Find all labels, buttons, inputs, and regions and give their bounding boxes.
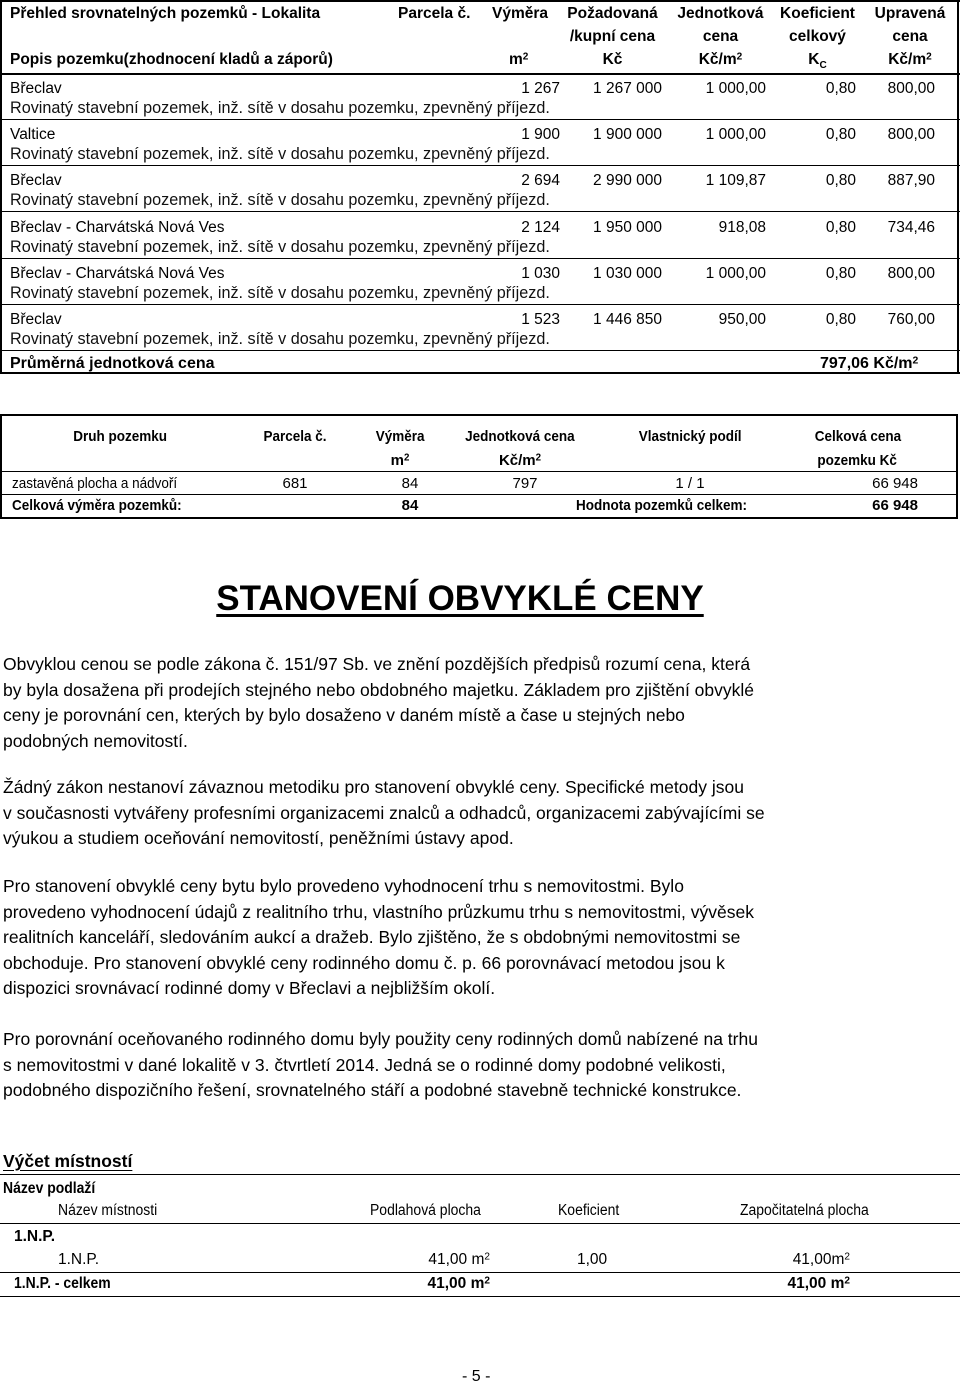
paragraph-line: obchoduje. Pro stanovení obvyklé ceny rodinného domu č. p. 66 porovnávací metodou jsou k <box>3 952 725 973</box>
comparison-title: Přehled srovnatelných pozemků - Lokalita <box>10 5 321 22</box>
header-coef-3: $K_C$ <box>808 51 827 72</box>
row-divider <box>0 119 960 120</box>
land-sum-value-label: Hodnota pozemků celkem: <box>576 497 748 514</box>
rooms-title: Výčet místností <box>3 1151 133 1171</box>
row-price: 2 990 000 <box>593 172 662 189</box>
paragraph-line: dispozici srovnávací rodinné domy v Břeclavi a nejbližším okolí. <box>3 978 496 998</box>
row-area: 1 523 <box>521 311 560 328</box>
row-coef: 0,80 <box>825 311 856 328</box>
row-price: 1 900 000 <box>593 126 662 143</box>
paragraph-line: provedeno vyhodnocení údajů z realitního trhu, vlastního průzkumu trhu s nemovitostmi, vývěsek <box>3 901 754 922</box>
rooms-total-label: 1.N.P. - celkem <box>14 1275 111 1292</box>
paragraph-line: s nemovitostmi v dané lokalitě v 3. čtvrtletí 2014. Jedná se o rodinné domy podobné velikosti, <box>3 1054 726 1075</box>
rooms-floor: 1.N.P. <box>14 1228 56 1245</box>
paragraph-line: Obvyklou cenou se podle zákona č. 151/97 Sb. ve znění pozdějších předpisů rozumí cena, která <box>3 654 751 674</box>
paragraph-line: by byla dosažena při prodejích stejného nebo obdobného majetku. Základem pro zjištění obvyklé <box>3 679 755 700</box>
row-price: 1 030 000 <box>593 265 662 282</box>
comparison-subtitle: Popis pozemku(zhodnocení kladů a záporů) <box>10 51 333 68</box>
row-price: 1 950 000 <box>593 219 662 236</box>
row-unit-price: 1 000,00 <box>705 265 766 282</box>
average-value: 797,06 $Kč/m^2$ <box>820 355 919 372</box>
land-header-total-2: pozemku Kč <box>817 452 898 469</box>
land-header-share: Vlastnický podíl <box>638 428 742 445</box>
header-parcel: Parcela č. <box>398 5 471 22</box>
header-area-unit: $m^2$ <box>509 51 529 68</box>
land-row-area: 84 <box>401 475 419 492</box>
page-number: - 5 - <box>462 1368 491 1385</box>
land-sum-value: 66 948 <box>872 497 918 514</box>
row-description: Rovinatý stavební pozemek, inž. sítě v dosahu pozemku, zpevněný příjezd. <box>10 284 550 302</box>
land-header-type: Druh pozemku <box>73 428 167 445</box>
land-header-total: Celková cena <box>814 428 901 445</box>
row-location: Břeclav <box>10 311 62 328</box>
row-divider <box>0 304 960 305</box>
row-coef: 0,80 <box>825 80 856 97</box>
row-unit-price: 1 000,00 <box>705 80 766 97</box>
section-title: STANOVENÍ OBVYKLÉ CENY <box>216 579 704 618</box>
land-header-area: Výměra <box>375 428 425 445</box>
row-adjusted: 887,90 <box>887 172 935 189</box>
row-unit-price: 918,08 <box>718 219 766 236</box>
row-description: Rovinatý stavební pozemek, inž. sítě v dosahu pozemku, zpevněný příjezd. <box>10 191 550 209</box>
header-price-3: Kč <box>602 51 623 68</box>
room-name: 1.N.P. <box>58 1251 100 1268</box>
row-unit-price: 1 000,00 <box>705 126 766 143</box>
row-location: Valtice <box>10 126 56 143</box>
row-coef: 0,80 <box>825 172 856 189</box>
row-adjusted: 800,00 <box>887 80 935 97</box>
row-location: Břeclav - Charvátská Nová Ves <box>10 265 225 282</box>
paragraph-line: ceny je porovnání cen, kterých by bylo dosaženo v daném místě a čase u stejných nebo <box>3 705 685 725</box>
row-unit-price: 950,00 <box>718 311 766 328</box>
row-description: Rovinatý stavební pozemek, inž. sítě v dosahu pozemku, zpevněný příjezd. <box>10 99 550 117</box>
rooms-header-room: Název místnosti <box>58 1202 158 1219</box>
rooms-header-coef: Koeficient <box>558 1202 620 1219</box>
header-adj-2: cena <box>892 28 928 45</box>
header-price-2: /kupní cena <box>569 28 656 45</box>
rooms-header-area: Podlahová plocha <box>370 1202 481 1219</box>
paragraph-line: podobného dispozičního řešení, srovnatelného stáří a podobné stavebně technické konstrukce. <box>3 1080 742 1100</box>
row-adjusted: 734,46 <box>887 219 935 236</box>
header-coef-2: celkový <box>789 28 846 45</box>
row-description: Rovinatý stavební pozemek, inž. sítě v dosahu pozemku, zpevněný příjezd. <box>10 238 550 256</box>
average-label: Průměrná jednotková cena <box>10 355 215 372</box>
row-area: 1 267 <box>521 80 560 97</box>
header-unit-1: Jednotková <box>677 5 764 22</box>
row-coef: 0,80 <box>825 219 856 236</box>
paragraph-line: výukou a studiem oceňování nemovitostí, peněžními ústavy apod. <box>3 828 514 848</box>
paragraph-line: Pro porovnání oceňovaného rodinného domu byly použity ceny rodinných domů nabízené na trhu <box>3 1029 758 1049</box>
row-adjusted: 800,00 <box>887 126 935 143</box>
row-area: 2 124 <box>521 219 560 236</box>
paragraph-line: Pro stanovení obvyklé ceny bytu bylo provedeno vyhodnocení trhu s nemovitostmi. Bylo <box>3 876 684 896</box>
row-area: 1 900 <box>521 126 560 143</box>
row-location: Břeclav - Charvátská Nová Ves <box>10 219 225 236</box>
row-adjusted: 760,00 <box>887 311 935 328</box>
row-price: 1 267 000 <box>593 80 662 97</box>
row-description: Rovinatý stavební pozemek, inž. sítě v dosahu pozemku, zpevněný příjezd. <box>10 330 550 348</box>
land-header-unit: Jednotková cena <box>465 428 575 445</box>
header-unit-3: $Kč/m^2$ <box>698 51 743 68</box>
row-unit-price: 1 109,87 <box>705 172 766 189</box>
room-coef: 1,00 <box>577 1251 608 1268</box>
row-location: Břeclav <box>10 80 62 97</box>
row-area: 2 694 <box>521 172 560 189</box>
land-sum-label: Celková výměra pozemků: <box>12 497 182 514</box>
row-adjusted: 800,00 <box>887 265 935 282</box>
land-row-share: 1 / 1 <box>675 475 705 492</box>
header-unit-2: cena <box>702 28 739 45</box>
land-row-total: 66 948 <box>872 475 918 492</box>
header-adj-3: $Kč/m^2$ <box>888 51 932 68</box>
land-header-area-unit: $m^2$ <box>390 452 410 469</box>
row-divider <box>0 211 960 212</box>
land-row-type: zastavěná plocha a nádvoří <box>12 475 178 492</box>
header-adj-1: Upravená <box>874 5 946 22</box>
rooms-header-floor: Název podlaží <box>3 1180 96 1197</box>
row-coef: 0,80 <box>825 126 856 143</box>
land-header-parcel: Parcela č. <box>263 428 327 445</box>
header-coef-1: Koeficient <box>780 5 855 22</box>
room-area: 41,00 $m^2$ <box>428 1251 490 1268</box>
row-area: 1 030 <box>521 265 560 282</box>
land-header-unit-unit: $Kč/m^2$ <box>498 452 542 469</box>
land-row-unit-price: 797 <box>512 475 538 492</box>
row-price: 1 446 850 <box>593 311 662 328</box>
rooms-total-area: 41,00 $m^2$ <box>427 1275 490 1292</box>
land-sum-area: 84 <box>401 497 419 514</box>
header-price-1: Požadovaná <box>567 5 658 22</box>
paragraph-line: v současnosti vytvářeny profesními organizacemi znalců a odhadců, organizacemi zabývajícími se <box>3 802 765 823</box>
row-description: Rovinatý stavební pozemek, inž. sítě v dosahu pozemku, zpevněný příjezd. <box>10 145 550 163</box>
row-coef: 0,80 <box>825 265 856 282</box>
row-divider <box>0 258 960 259</box>
row-divider <box>0 165 960 166</box>
paragraph-line: Žádný zákon nestanoví závaznou metodiku pro stanovení obvyklé ceny. Specifické metody jsou <box>3 777 744 797</box>
rooms-header-counted: Započitatelná plocha <box>740 1202 869 1219</box>
row-location: Břeclav <box>10 172 62 189</box>
paragraph-line: realitních kanceláří, sledováním aukcí a dražeb. Bylo zjištěno, že s obdobnými nemovitostmi se <box>3 927 741 947</box>
paragraph-line: podobných nemovitostí. <box>3 730 188 751</box>
room-counted: $41,00m^2$ <box>792 1251 850 1268</box>
land-row-parcel: 681 <box>282 475 308 492</box>
rooms-total-counted: 41,00 $m^2$ <box>787 1275 850 1292</box>
header-area: Výměra <box>492 5 549 22</box>
